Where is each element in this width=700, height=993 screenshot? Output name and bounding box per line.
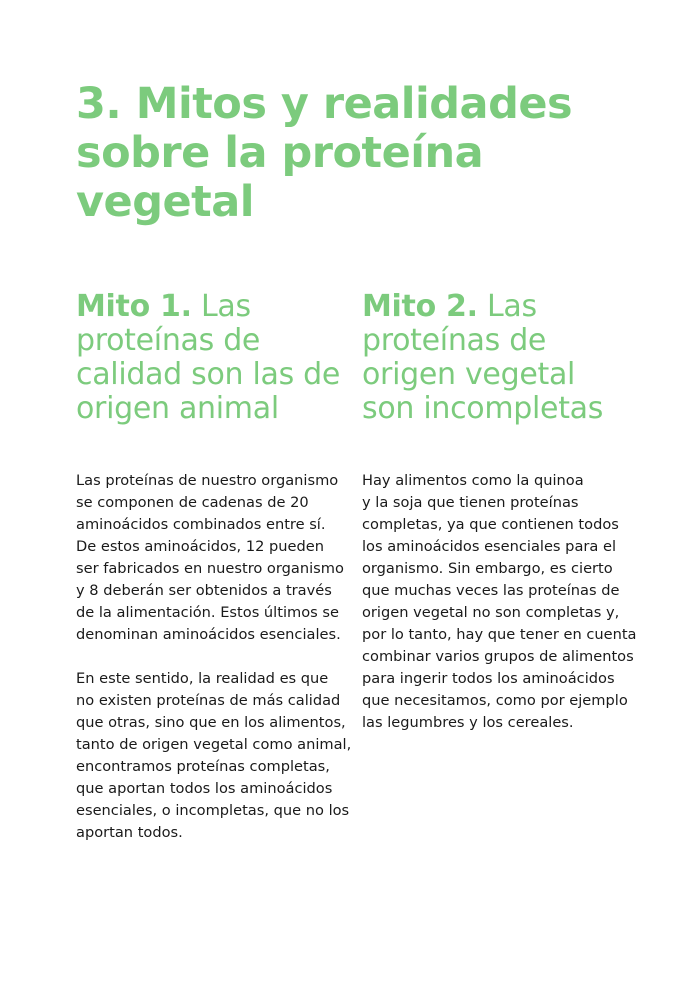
page-title-line-1: 3. Mitos y realidades [76,79,573,129]
text-line: las legumbres y los cereales. [362,714,574,731]
text-line: se componen de cadenas de 20 [76,494,309,511]
myth-1-title-line-4: origen animal [76,391,279,426]
text-line: de la alimentación. Estos últimos se [76,604,339,621]
myth-2-paragraph-1 [362,470,638,734]
myth-2-title [362,290,642,426]
text-line: aportan todos. [76,824,183,841]
text-line: para ingerir todos los aminoácidos [362,670,615,687]
text-line: organismo. Sin embargo, es cierto [362,560,613,577]
myth-2-column [362,290,642,426]
myth-2-label: Mito 2. [362,289,478,324]
page-title-line-2: sobre la proteína [76,128,484,178]
text-line: que muchas veces las proteínas de [362,582,620,599]
myth-1-title-line-1: Las [200,289,251,324]
text-line: denominan aminoácidos esenciales. [76,626,341,643]
myth-2-title-line-2: proteínas de [362,323,547,358]
text-line: por lo tanto, hay que tener en cuenta [362,626,637,643]
myth-1-title-line-2: proteínas de [76,323,261,358]
myth-2-title-line-1: Las [486,289,537,324]
myth-1-label: Mito 1. [76,289,192,324]
myth-2-title-line-3: origen vegetal [362,357,576,392]
text-line: y la soja que tienen proteínas [362,494,579,511]
text-line: que aportan todos los aminoácidos [76,780,333,797]
myth-1-title [76,290,351,426]
text-line: ser fabricados en nuestro organismo [76,560,344,577]
text-line: que necesitamos, como por ejemplo [362,692,628,709]
page-title [76,80,636,227]
text-line: Hay alimentos como la quinoa [362,472,584,489]
text-line: y 8 deberán ser obtenidos a través [76,582,332,599]
text-line: origen vegetal no son completas y, [362,604,620,621]
text-line: aminoácidos combinados entre sí. [76,516,326,533]
text-line: tanto de origen vegetal como animal, [76,736,352,753]
text-line: En este sentido, la realidad es que [76,670,329,687]
text-line: que otras, sino que en los alimentos, [76,714,346,731]
myth-2-title-line-4: son incompletas [362,391,604,426]
text-line: los aminoácidos esenciales para el [362,538,617,555]
text-line: no existen proteínas de más calidad [76,692,341,709]
myth-1-column [76,290,351,426]
text-line: esenciales, o incompletas, que no los [76,802,350,819]
myth-1-paragraph-2 [76,668,352,844]
page-title-line-3: vegetal [76,177,254,227]
myth-1-title-line-3: calidad son las de [76,357,341,392]
text-line: Las proteínas de nuestro organismo [76,472,339,489]
text-line: combinar varios grupos de alimentos [362,648,634,665]
text-line: De estos aminoácidos, 12 pueden [76,538,325,555]
myth-1-paragraph-1 [76,470,352,646]
text-line: encontramos proteínas completas, [76,758,330,775]
myth-1-body [76,470,352,844]
text-line: completas, ya que contienen todos [362,516,619,533]
myth-2-body [362,470,638,734]
